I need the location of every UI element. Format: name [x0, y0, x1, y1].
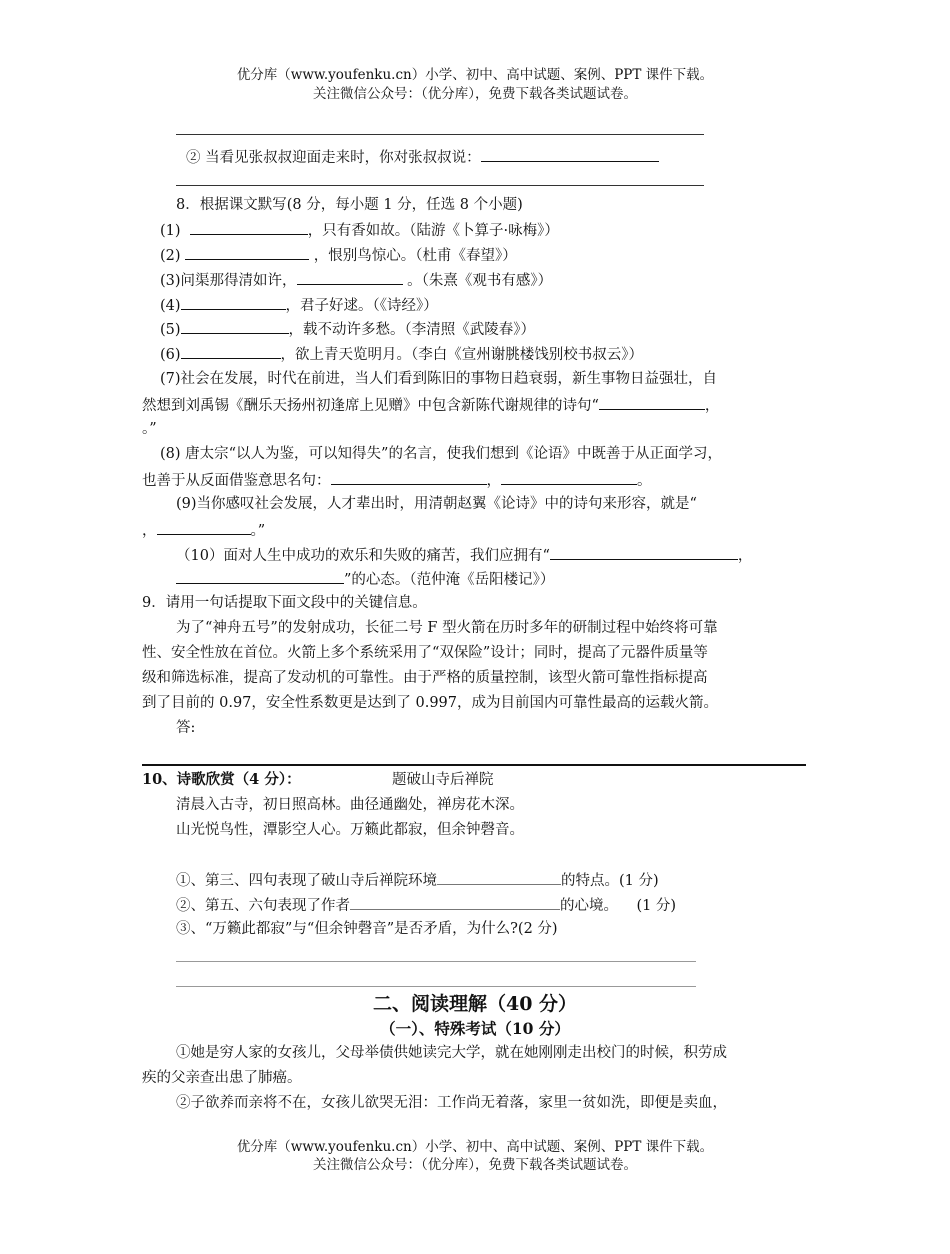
passage-line-2: 疾的父亲查出患了肺癌。	[142, 1070, 302, 1086]
item-text: （10）面对人生中成功的欢乐和失败的痛苦，我们应拥有“	[176, 548, 550, 564]
answer-blank[interactable]	[297, 269, 403, 285]
section-subtitle: （一）、特殊考试（10 分）	[380, 1019, 570, 1038]
q9-passage-line-1: 为了“神舟五号”的发射成功，长征二号 F 型火箭在历时多年的研制过程中始终将可靠	[176, 620, 718, 636]
answer-blank[interactable]	[550, 544, 738, 560]
q8-item-9-line-2	[142, 519, 265, 541]
item-number: (1)	[160, 223, 181, 239]
item-number: (2)	[160, 248, 181, 264]
answer-blank[interactable]	[437, 869, 561, 885]
q7-item-2-text: ② 当看见张叔叔迎面走来时，你对张叔叔说：	[186, 150, 481, 166]
item-text: ②、第五、六句表现了作者	[176, 898, 350, 914]
q8-item-5	[160, 318, 535, 340]
answer-line[interactable]	[176, 961, 696, 962]
passage-line-1: ①她是穷人家的女孩儿，父母举债供她读完大学，就在她刚刚走出校门的时候，积劳成	[176, 1045, 727, 1061]
q9-title: 9．请用一句话提取下面文段中的关键信息。	[142, 595, 427, 611]
poem-verse-1: 清晨入古寺，初日照高林。曲径通幽处，禅房花木深。	[176, 797, 524, 813]
answer-blank[interactable]	[350, 894, 560, 910]
q8-item-8-line-2	[142, 469, 652, 491]
q8-item-1	[160, 219, 559, 241]
poem-title: 题破山寺后禅院	[392, 772, 494, 788]
q8-item-7-line-2	[142, 394, 719, 416]
q8-item-7-line-3: 。”	[142, 421, 157, 437]
q10-sub-3: ③、“万籁此都寂”与“但余钟磬音”是否矛盾，为什么?(2 分)	[176, 921, 558, 937]
item-text: 。（朱熹《观书有感》）	[407, 273, 553, 289]
item-text: ，	[142, 523, 157, 539]
q10-title: 10、诗歌欣赏（4 分）：	[142, 771, 301, 788]
q10-sub-2	[176, 894, 676, 916]
answer-blank[interactable]	[181, 294, 286, 310]
q8-item-10-line-2	[176, 568, 554, 590]
section-title: 二、阅读理解（40 分）	[372, 993, 578, 1015]
item-text: ①、第三、四句表现了破山寺后禅院环境	[176, 873, 437, 889]
item-number: (4)	[160, 298, 181, 314]
answer-blank[interactable]	[190, 219, 308, 235]
item-text: ，君子好逑。（《诗经》）	[285, 298, 438, 314]
q8-item-3	[160, 269, 552, 291]
passage-line-3: ②子欲养而亲将不在，女孩儿欲哭无泪：工作尚无着落，家里一贫如洗，即便是卖血，	[176, 1095, 727, 1111]
answer-blank[interactable]	[157, 519, 251, 535]
item-text: (3)问渠那得清如许，	[160, 273, 297, 289]
answer-blank[interactable]	[181, 343, 281, 359]
header-line-2: 关注微信公众号：（优分库），免费下载各类试题试卷。	[313, 86, 637, 102]
item-text: ，载不动许多愁。（李清照《武陵春》）	[288, 322, 536, 338]
item-text: ，	[486, 473, 501, 489]
item-text: ，只有香如故。（陆游《卜算子·咏梅》）	[307, 223, 559, 239]
q8-item-2	[160, 244, 517, 266]
answer-blank[interactable]	[331, 469, 487, 485]
item-text: ”的心态。（范仲淹《岳阳楼记》）	[344, 572, 555, 588]
q9-passage-line-2: 性、安全性放在首位。火箭上多个系统采用了“双保险”设计；同时，提高了元器件质量等	[142, 645, 708, 661]
q9-answer-label: 答:	[176, 720, 196, 736]
item-text: ，恨别鸟惊心。（杜甫《春望》）	[313, 248, 517, 264]
q9-passage-line-3: 级和筛选标准，提高了发动机的可靠性。由于严格的质量控制，该型火箭可靠性指标提高	[142, 670, 708, 686]
poem-verse-2: 山光悦鸟性，潭影空人心。万籁此都寂，但余钟磬音。	[176, 822, 524, 838]
q10-sub-1	[176, 869, 659, 891]
item-text: 也善于从反面借鉴意思名句：	[142, 473, 331, 489]
q8-item-6	[160, 343, 643, 365]
q10-title-row	[142, 770, 301, 790]
answer-line[interactable]	[176, 134, 704, 135]
item-text: 。	[637, 473, 652, 489]
item-text: 的心境。	[560, 898, 618, 914]
answer-line[interactable]	[176, 986, 696, 987]
footer-line-2: 关注微信公众号：（优分库），免费下载各类试题试卷。	[313, 1157, 637, 1173]
answer-blank[interactable]	[176, 568, 344, 584]
answer-blank[interactable]	[181, 318, 289, 334]
q7-item-2	[186, 146, 659, 168]
q8-item-8-line-1: (8) 唐太宗“以人为鉴，可以知得失”的名言，使我们想到《论语》中既善于从正面学习，	[160, 446, 722, 462]
item-text: ，	[737, 548, 753, 564]
item-number: (6)	[160, 347, 181, 363]
answer-line[interactable]	[142, 764, 806, 766]
item-text: 然想到刘禹锡《酬乐天扬州初逢席上见赠》中包含新陈代谢规律的诗句“	[142, 398, 599, 414]
item-text: ，	[704, 398, 720, 414]
item-points: (1 分)	[636, 898, 677, 914]
answer-blank[interactable]	[599, 394, 705, 410]
item-text: 。”	[250, 523, 266, 539]
answer-line[interactable]	[176, 185, 704, 186]
q8-item-4	[160, 294, 438, 316]
q9-passage-line-4: 到了目前的 0.97，安全性系数更是达到了 0.997，成为目前国内可靠性最高的运载火箭。	[142, 695, 719, 711]
q8-item-7-line-1: (7)社会在发展，时代在前进，当人们看到陈旧的事物日趋衰弱，新生事物日益强壮，自	[160, 371, 718, 387]
answer-blank[interactable]	[501, 469, 637, 485]
q8-title: 8．根据课文默写(8 分，每小题 1 分，任选 8 个小题)	[176, 197, 523, 213]
answer-blank[interactable]	[481, 146, 659, 162]
item-text: 的特点。(1 分)	[561, 873, 659, 889]
q8-item-10-line-1	[176, 544, 752, 566]
q8-item-9-line-1: (9)当你感叹社会发展，人才辈出时，用清朝赵翼《论诗》中的诗句来形容，就是“	[176, 496, 697, 512]
answer-blank[interactable]	[185, 244, 309, 260]
item-text: ，欲上青天览明月。（李白《宣州谢朓楼饯别校书叔云》）	[280, 347, 644, 363]
item-number: (5)	[160, 322, 181, 338]
footer-line-1: 优分库（www.youfenku.cn）小学、初中、高中试题、案例、PPT 课件下载。	[236, 1139, 714, 1155]
header-line-1: 优分库（www.youfenku.cn）小学、初中、高中试题、案例、PPT 课件下载。	[236, 67, 714, 83]
